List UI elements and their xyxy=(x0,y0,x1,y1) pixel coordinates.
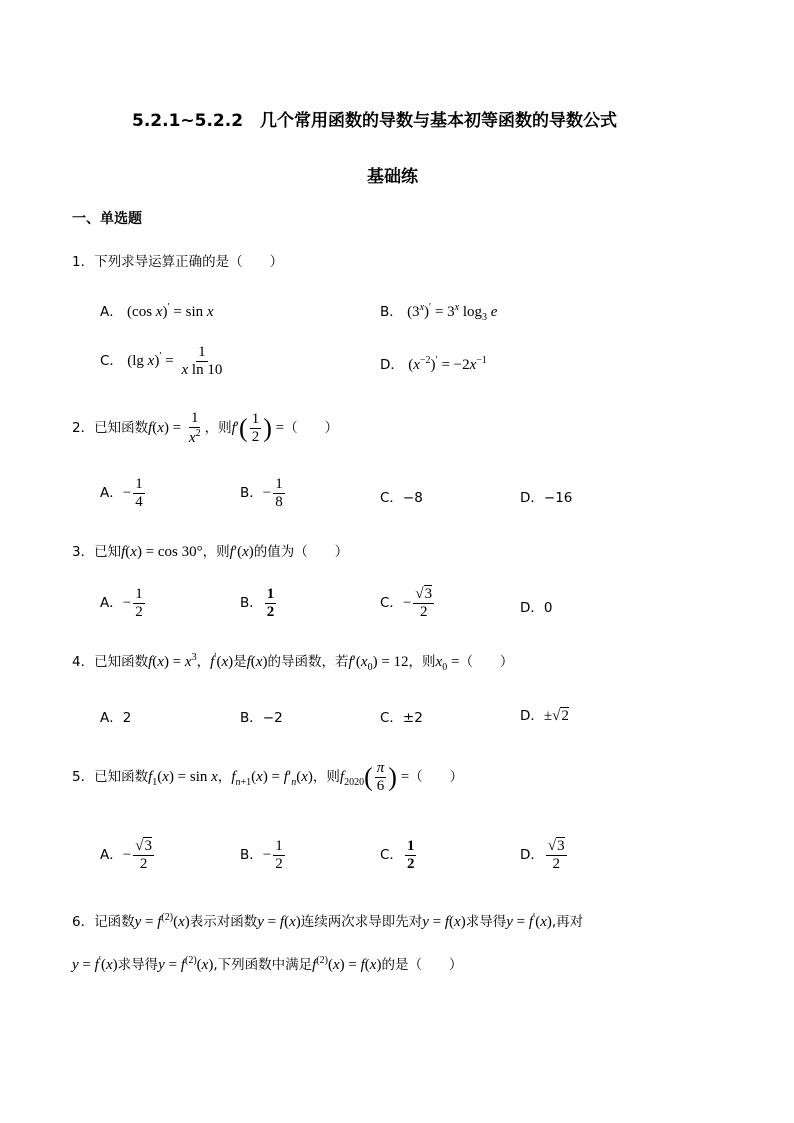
formula: f′(x) xyxy=(229,544,254,560)
formula: $(x^{-2})' = -2x^{-1}$ xyxy=(408,355,487,373)
question-5-stem: 5．已知函数$f_1(x) = \sin x$，$f_{n+1}(x) = f'_n(x)$，则$f_{2020}$( $\frac{\pi}{6}$ ) =（ ） xyxy=(72,760,464,795)
section-heading: 一、单选题 xyxy=(72,211,142,227)
q5-option-a[interactable]: A．− $\frac{√3}{2}$ xyxy=(100,838,152,873)
formula: $(3^x)' = 3^x$ $\log_3 e$ xyxy=(407,302,498,323)
question-1-stem: 1．下列求导运算正确的是（ ） xyxy=(72,254,284,270)
page-subtitle: 基础练 xyxy=(367,167,418,187)
formula: (cos x)′ = sin x xyxy=(127,302,214,320)
q5-option-c[interactable]: C． $\frac{1}{2}$ xyxy=(380,838,415,873)
q2-option-c[interactable]: C．−8 xyxy=(380,490,423,506)
formula: f(x) = cos 30° xyxy=(121,544,203,560)
question-2-stem: 2．已知函数f(x) = $\frac{1}{x^2}$ ，则f′( $\frac{1}{2}$ ) =（ ） xyxy=(72,410,339,447)
q3-option-d[interactable]: D．0 xyxy=(520,600,553,616)
q2-option-a[interactable]: A．− $\frac{1}{4}$ xyxy=(100,476,143,511)
question-4-stem: 4．已知函数$f(x) = x^3$，f′(x)是f(x)的导函数，若$f'(x_0) = 12$，则$x_0$ =（ ） xyxy=(72,652,514,673)
formula: f′( $\frac{1}{2}$ ) = xyxy=(231,411,285,446)
formula: $f_1(x) = \sin x$ xyxy=(148,769,218,789)
formula: $f_{2020}$( $\frac{\pi}{6}$ ) = xyxy=(339,760,410,795)
q4-option-a[interactable]: A．2 xyxy=(100,710,132,726)
q3-option-b[interactable]: B． $\frac{1}{2}$ xyxy=(240,586,275,621)
q1-option-a[interactable] xyxy=(100,300,214,321)
q1-option-d[interactable] xyxy=(380,353,487,374)
formula: f′(x) xyxy=(210,652,234,670)
q5-option-b[interactable]: B．− $\frac{1}{2}$ xyxy=(240,838,283,873)
q1-option-c[interactable] xyxy=(100,344,226,380)
option-label: C． xyxy=(100,353,123,370)
q3-option-a[interactable]: A．− $\frac{1}{2}$ xyxy=(100,586,143,621)
formula: $f_{n+1}(x) = f'_n(x)$ xyxy=(231,769,313,789)
formula: $x_0$ = xyxy=(435,654,460,673)
option-label: D． xyxy=(380,357,404,373)
formula: f(x) xyxy=(246,654,268,670)
option-label: B． xyxy=(380,304,403,320)
q2-option-b[interactable]: B．− $\frac{1}{8}$ xyxy=(240,476,283,511)
q4-option-d[interactable]: D．±√2 xyxy=(520,708,569,724)
q1-option-b[interactable] xyxy=(380,300,497,323)
question-6-line-1: 6．记函数$y = f^{(2)}(x)$表示对函数y = f(x)连续两次求导即先对y = f(x)求导得y = f′(x),再对 xyxy=(72,912,584,930)
formula: $f(x) = x^3$ xyxy=(148,652,197,670)
formula: (lg x)′ = $\frac{1}{\text{x ln 10}}$ xyxy=(127,344,223,379)
question-3-stem: 3．已知f(x) = cos 30°，则f′(x)的值为（ ） xyxy=(72,544,349,560)
option-label: A． xyxy=(100,304,123,320)
q4-option-c[interactable]: C．±2 xyxy=(380,710,423,726)
q4-option-b[interactable]: B．−2 xyxy=(240,710,283,726)
q5-option-d[interactable]: D． $\frac{√3}{2}$ xyxy=(520,838,565,873)
page-title: 5.2.1~5.2.2 几个常用函数的导数与基本初等函数的导数公式 xyxy=(132,111,618,131)
q3-option-c[interactable]: C．− $\frac{√3}{2}$ xyxy=(380,586,433,621)
q2-option-d[interactable]: D．−16 xyxy=(520,490,573,506)
question-6-line-2: y = f′(x)求导得$y = f^{(2)}(x)$,下列函数中满足$f^{(2)}(x) = f(x)$的是（ ） xyxy=(72,955,463,973)
formula: $f'(x_0) = 12$ xyxy=(348,654,409,673)
formula: f(x) = $\frac{1}{x^2}$ xyxy=(148,410,201,447)
